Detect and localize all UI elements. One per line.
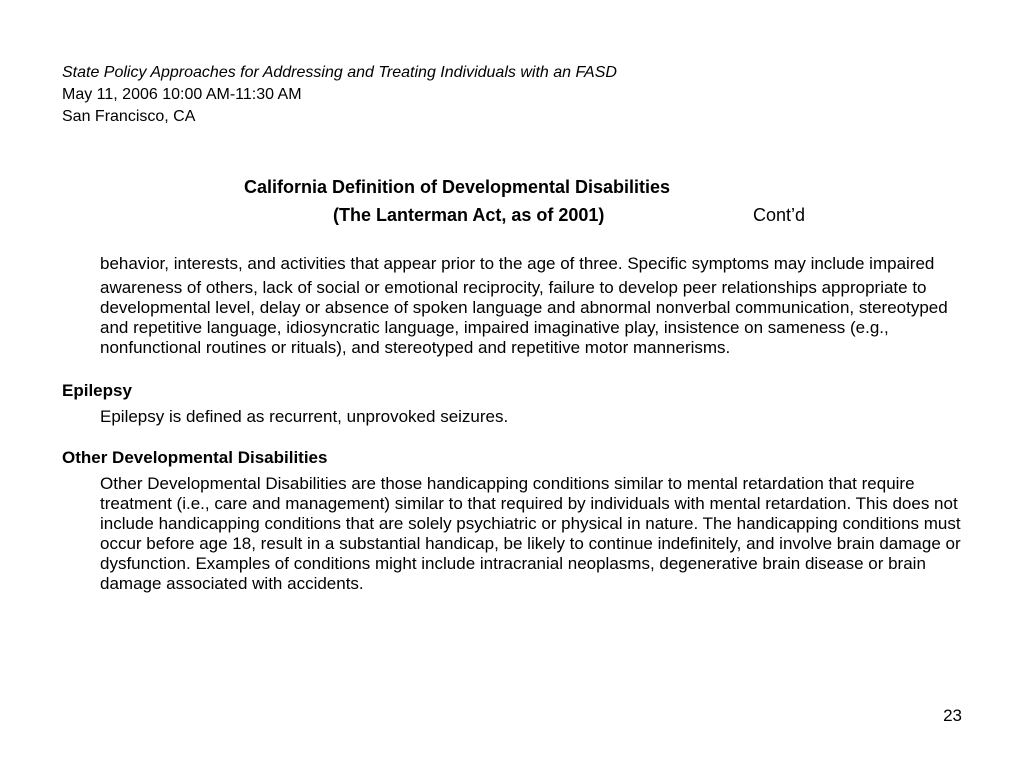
title-line-2: (The Lanterman Act, as of 2001)	[333, 205, 605, 225]
paragraph-awareness: awareness of others, lack of social or emotional reciprocity, failure to develop peer relationships appropriate to developmental level, delay or absence of spoken language and abnormal nonverbal communication, stereotyped and repetitive language, idiosyncratic language, impaired imaginative play, insistence on sameness (e.g., nonfunctional routines or rituals), and stereotyped and repetitive motor mannerisms.	[100, 278, 948, 357]
title-line-1: California Definition of Developmental Disabilities	[244, 177, 671, 197]
event-title: State Policy Approaches for Addressing and Treating Individuals with an FASD	[62, 64, 617, 81]
epilepsy-definition: Epilepsy is defined as recurrent, unprovoked seizures.	[100, 407, 509, 426]
continued-label: Cont’d	[753, 205, 806, 225]
paragraph-behavior: behavior, interests, and activities that appear prior to the age of three. Specific symptoms may include impaired	[100, 254, 935, 273]
event-location: San Francisco, CA	[62, 108, 196, 125]
slide-header	[62, 62, 617, 128]
other-disabilities-definition: Other Developmental Disabilities are those handicapping conditions similar to mental retardation that require treatment (i.e., care and management) similar to that required by individuals with mental retardation. This does not include handicapping conditions that are solely psychiatric or physical in nature. The handicapping conditions must occur before age 18, result in a substantial handicap, be likely to continue indefinitely, and involve brain damage or dysfunction. Examples of conditions might include intracranial neoplasms, degenerative brain disease or brain damage associated with accidents.	[100, 474, 961, 593]
event-date-time: May 11, 2006 10:00 AM-11:30 AM	[62, 86, 302, 103]
epilepsy-heading: Epilepsy	[62, 381, 132, 400]
other-disabilities-heading: Other Developmental Disabilities	[62, 448, 328, 467]
page-number: 23	[943, 706, 962, 725]
slide-body	[62, 254, 972, 594]
